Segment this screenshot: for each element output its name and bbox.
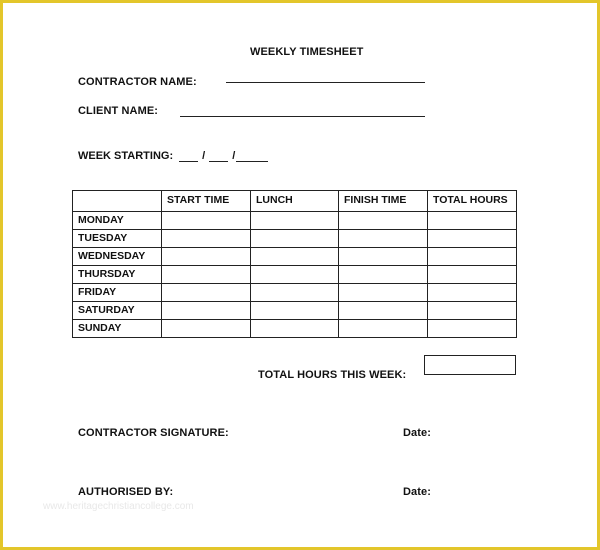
- lunch-cell[interactable]: [251, 248, 339, 266]
- finish-time-cell[interactable]: [339, 266, 428, 284]
- start-time-cell[interactable]: [162, 284, 251, 302]
- table-header-cell: START TIME: [162, 191, 251, 212]
- table-header-cell: [73, 191, 162, 212]
- lunch-cell[interactable]: [251, 266, 339, 284]
- table-row: [73, 320, 517, 338]
- client-name-label: CLIENT NAME:: [78, 105, 159, 117]
- date-separator: /: [202, 150, 206, 162]
- week-starting-year-field[interactable]: [236, 149, 268, 162]
- start-time-cell[interactable]: [162, 320, 251, 338]
- week-starting-day-field[interactable]: [179, 149, 198, 162]
- authorised-date-label: Date:: [403, 486, 432, 498]
- day-label: SATURDAY: [73, 302, 162, 320]
- watermark-text: www.heritagechristiancollege.com: [43, 501, 194, 512]
- table-row: [73, 302, 517, 320]
- lunch-cell[interactable]: [251, 302, 339, 320]
- table-row: [73, 284, 517, 302]
- client-name-field[interactable]: [180, 116, 425, 117]
- total-hours-cell[interactable]: [428, 284, 517, 302]
- lunch-cell[interactable]: [251, 212, 339, 230]
- table-row: [73, 266, 517, 284]
- start-time-cell[interactable]: [162, 248, 251, 266]
- total-hours-cell[interactable]: [428, 212, 517, 230]
- week-starting-month-field[interactable]: [209, 149, 228, 162]
- contractor-name-label: CONTRACTOR NAME:: [78, 76, 197, 88]
- finish-time-cell[interactable]: [339, 302, 428, 320]
- total-hours-week-field[interactable]: [424, 355, 516, 375]
- total-hours-week-label: TOTAL HOURS THIS WEEK:: [258, 369, 407, 381]
- day-label: FRIDAY: [73, 284, 162, 302]
- table-header-cell: FINISH TIME: [339, 191, 428, 212]
- start-time-cell[interactable]: [162, 230, 251, 248]
- total-hours-cell[interactable]: [428, 248, 517, 266]
- authorised-by-label: AUTHORISED BY:: [78, 486, 174, 498]
- week-starting-label: WEEK STARTING:: [78, 150, 174, 162]
- start-time-cell[interactable]: [162, 266, 251, 284]
- signature-date-label: Date:: [403, 427, 432, 439]
- day-label: THURSDAY: [73, 266, 162, 284]
- table-header-row: [73, 191, 517, 212]
- contractor-signature-label: CONTRACTOR SIGNATURE:: [78, 427, 229, 439]
- finish-time-cell[interactable]: [339, 248, 428, 266]
- total-hours-cell[interactable]: [428, 320, 517, 338]
- table-row: [73, 212, 517, 230]
- timesheet-table: [72, 190, 517, 338]
- finish-time-cell[interactable]: [339, 284, 428, 302]
- lunch-cell[interactable]: [251, 230, 339, 248]
- total-hours-cell[interactable]: [428, 266, 517, 284]
- total-hours-cell[interactable]: [428, 230, 517, 248]
- date-separator: /: [232, 150, 236, 162]
- document-title: WEEKLY TIMESHEET: [250, 46, 364, 58]
- table-header-cell: LUNCH: [251, 191, 339, 212]
- day-label: WEDNESDAY: [73, 248, 162, 266]
- start-time-cell[interactable]: [162, 302, 251, 320]
- finish-time-cell[interactable]: [339, 320, 428, 338]
- table-header-cell: TOTAL HOURS: [428, 191, 517, 212]
- start-time-cell[interactable]: [162, 212, 251, 230]
- finish-time-cell[interactable]: [339, 212, 428, 230]
- total-hours-cell[interactable]: [428, 302, 517, 320]
- day-label: MONDAY: [73, 212, 162, 230]
- table-row: [73, 248, 517, 266]
- day-label: SUNDAY: [73, 320, 162, 338]
- contractor-name-field[interactable]: [226, 82, 425, 83]
- lunch-cell[interactable]: [251, 320, 339, 338]
- table-row: [73, 230, 517, 248]
- week-starting-row: [78, 149, 268, 162]
- finish-time-cell[interactable]: [339, 230, 428, 248]
- lunch-cell[interactable]: [251, 284, 339, 302]
- day-label: TUESDAY: [73, 230, 162, 248]
